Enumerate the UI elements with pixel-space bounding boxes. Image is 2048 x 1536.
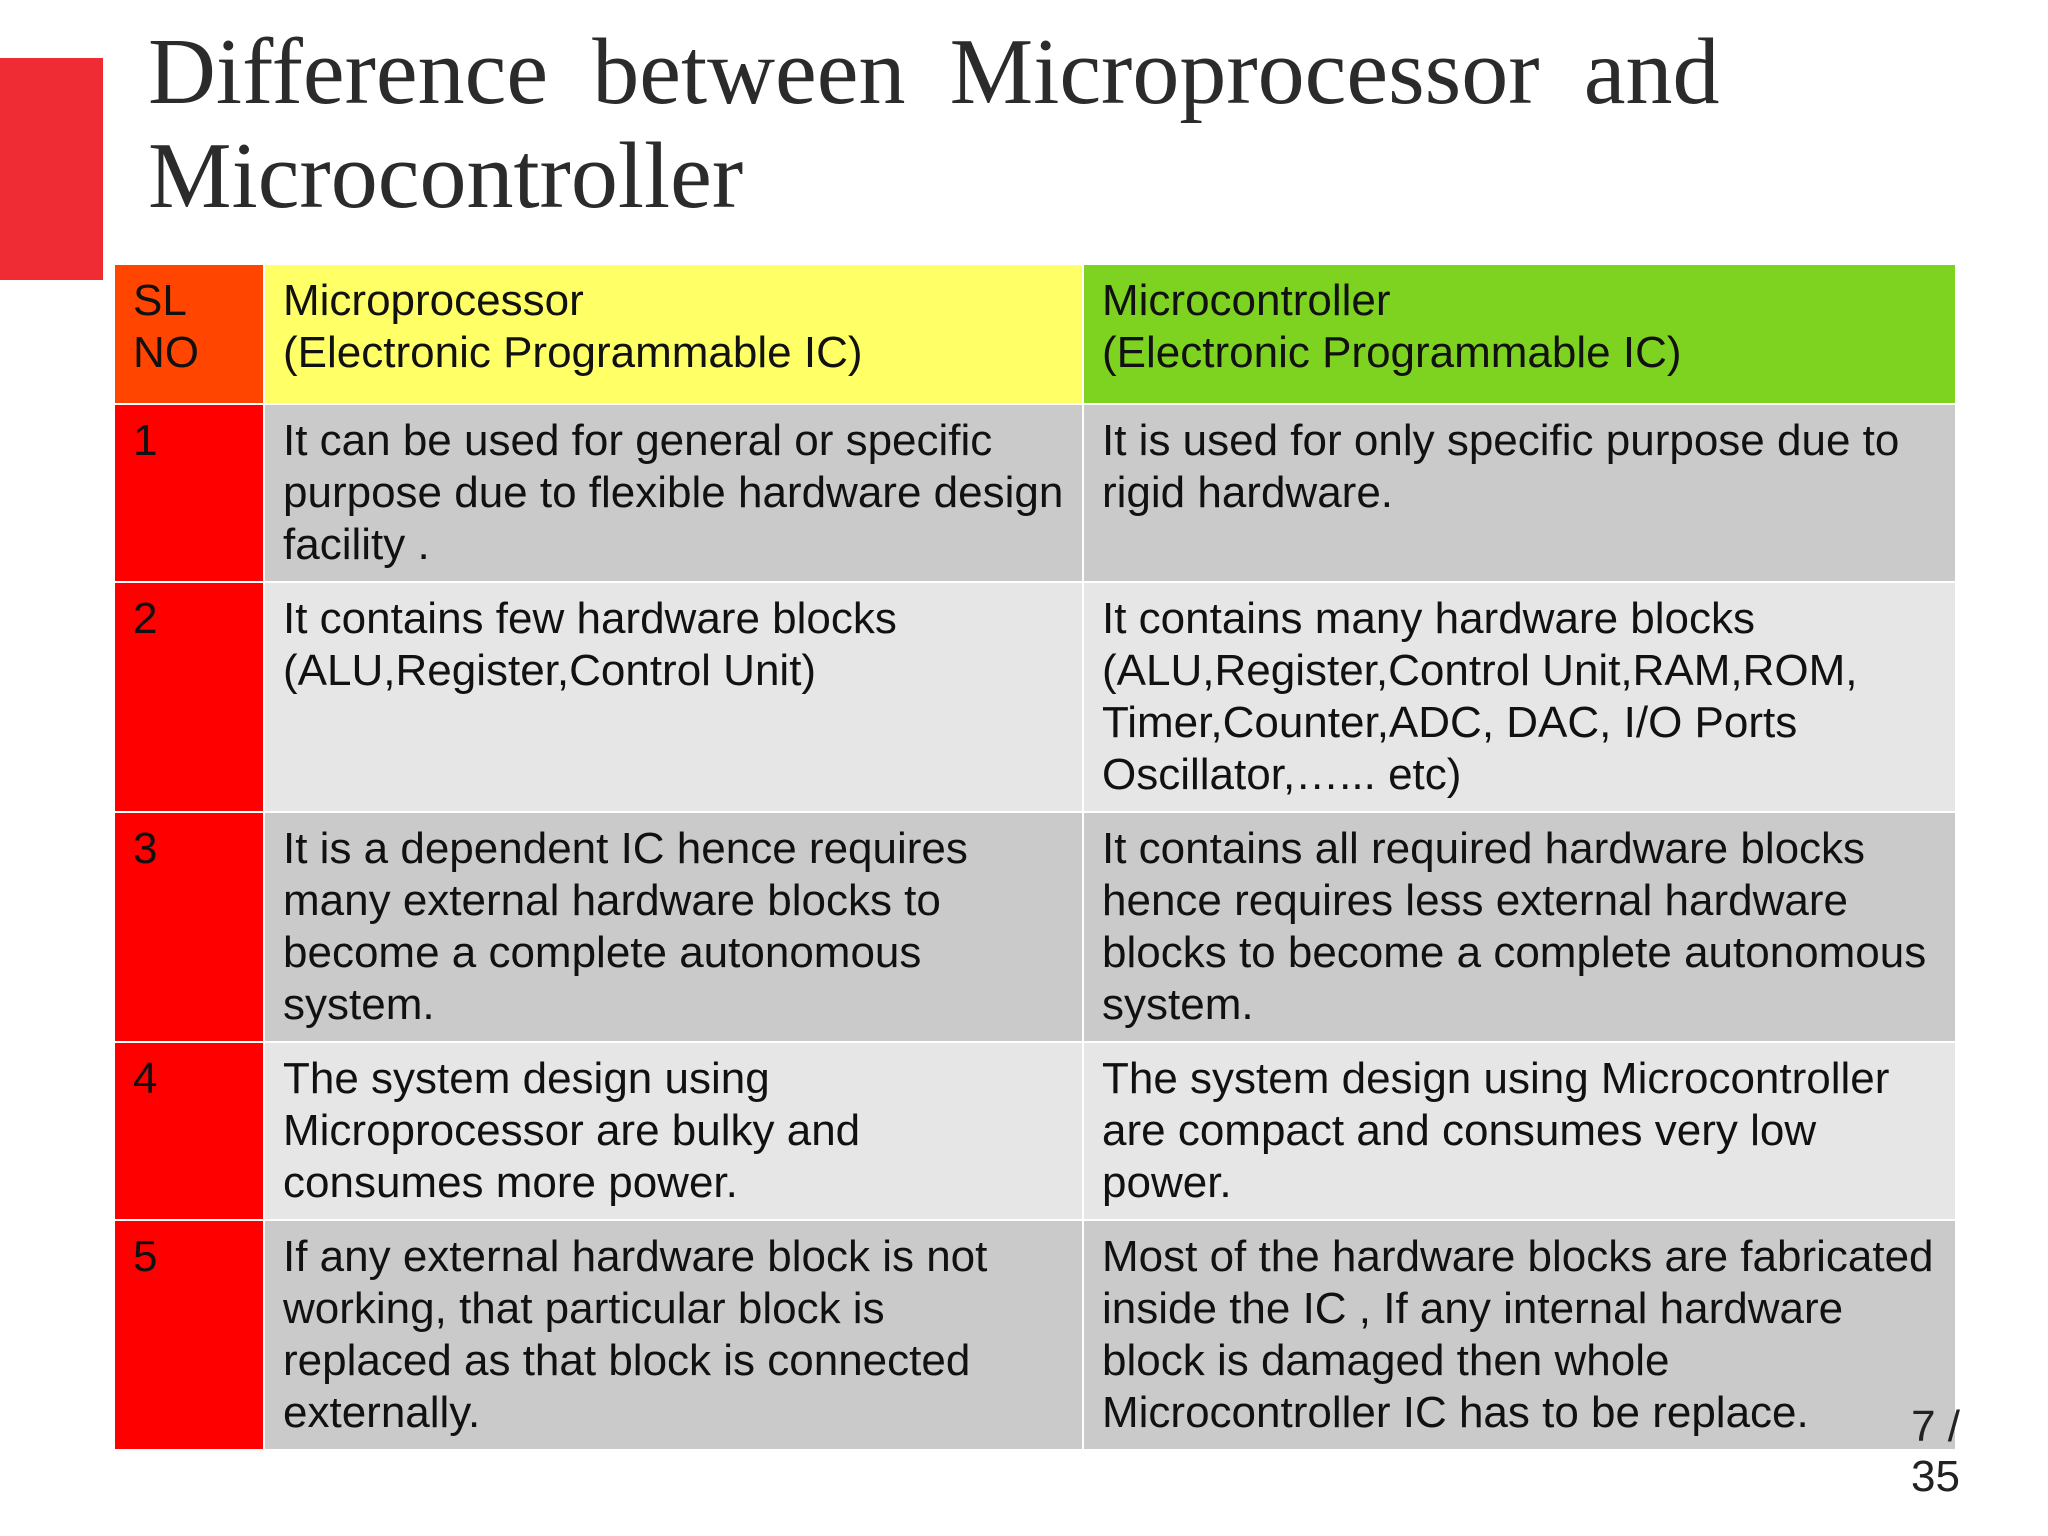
microprocessor-cell: It can be used for general or specific purpose due to flexible hardware design facility . [264,404,1083,582]
page-number: 7 / 35 [1911,1402,1960,1501]
microcontroller-cell: It contains all required hardware blocks hence requires less external hardware blocks to become a complete autonomous system. [1083,812,1956,1042]
microprocessor-cell: It is a dependent IC hence requires many external hardware blocks to become a complete autonomous system. [264,812,1083,1042]
sl-cell: 1 [114,404,264,582]
microcontroller-cell: It contains many hardware blocks (ALU,Register,Control Unit,RAM,ROM, Timer,Counter,ADC, DAC, I/O Ports Oscillator,…... etc) [1083,582,1956,812]
table-row [114,582,1956,812]
table-row [114,812,1956,1042]
table-row [114,404,1956,582]
header-microcontroller: Microcontroller (Electronic Programmable IC) [1083,264,1956,404]
sl-cell: 5 [114,1220,264,1450]
microprocessor-cell: It contains few hardware blocks (ALU,Register,Control Unit) [264,582,1083,812]
microcontroller-cell: Most of the hardware blocks are fabricated inside the IC , If any internal hardware block is damaged then whole Microcontroller IC has to be replace. [1083,1220,1956,1450]
table-row [114,1042,1956,1220]
sl-cell: 4 [114,1042,264,1220]
microcontroller-cell: It is used for only specific purpose due to rigid hardware. [1083,404,1956,582]
microprocessor-cell: If any external hardware block is not working, that particular block is replaced as that block is connected externally. [264,1220,1083,1450]
microcontroller-cell: The system design using Microcontroller are compact and consumes very low power. [1083,1042,1956,1220]
sl-cell: 3 [114,812,264,1042]
comparison-table [113,263,1957,1451]
table-header-row [114,264,1956,404]
header-sl-no: SL NO [114,264,264,404]
header-microprocessor: Microprocessor (Electronic Programmable IC) [264,264,1083,404]
slide-title: Difference between Microprocessor and Microcontroller [148,20,1720,228]
table-row [114,1220,1956,1450]
microprocessor-cell: The system design using Microprocessor are bulky and consumes more power. [264,1042,1083,1220]
accent-bar [0,58,103,280]
sl-cell: 2 [114,582,264,812]
